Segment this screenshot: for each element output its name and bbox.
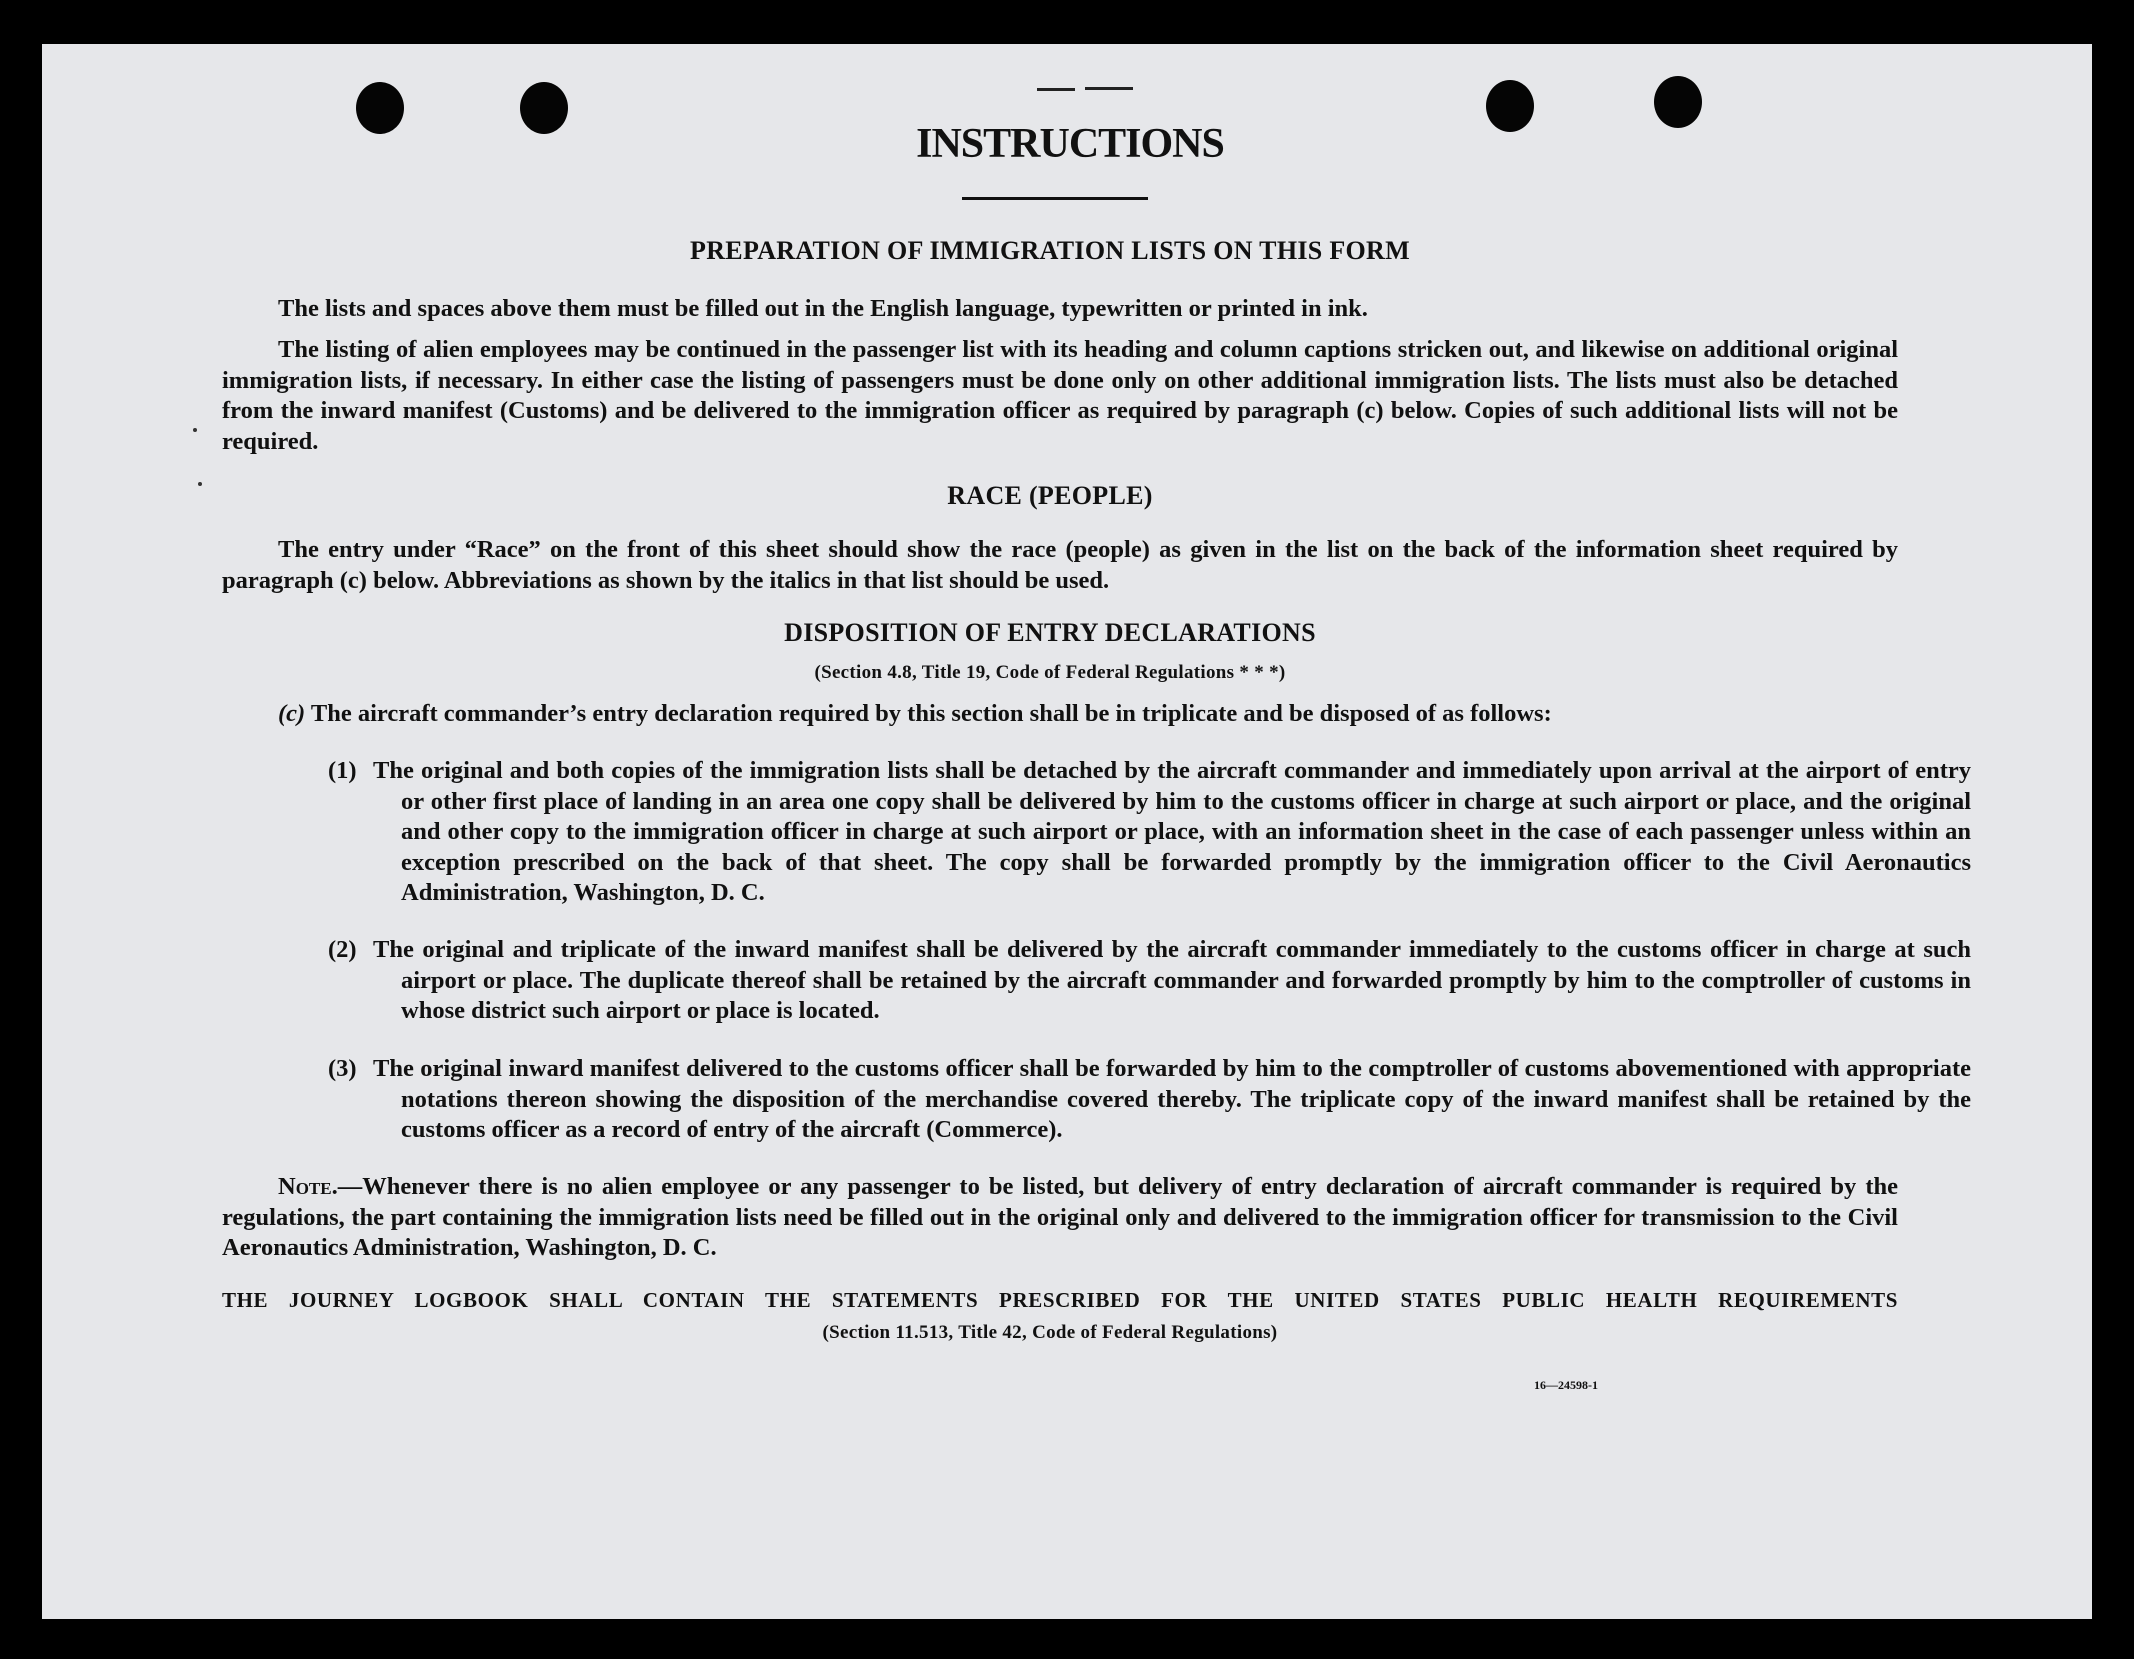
item-number: (3) xyxy=(328,1055,357,1082)
paragraph-c-text: The aircraft commander’s entry declaration required by this section shall be in triplicate and be disposed of as follows: xyxy=(310,700,1552,727)
paragraph-c-label: (c) xyxy=(278,700,306,727)
note-text: —Whenever there is no alien employee or any passenger to be listed, but delivery of entry declaration of aircraft commander is required by the regulations, the part containing the immigration lists need be filled out in the original only and delivered to the immigration officer for transmission to the Civil Aeronautics Administration, Washington, D. C. xyxy=(222,1173,1898,1261)
list-item xyxy=(328,935,1971,1027)
item-number: (2) xyxy=(328,936,357,963)
list-item xyxy=(328,1054,1971,1146)
item-number: (1) xyxy=(328,757,357,784)
page-title: INSTRUCTIONS xyxy=(916,121,1224,167)
public-health-citation: (Section 11.513, Title 42, Code of Federal Regulations) xyxy=(822,1322,1278,1343)
note-paragraph xyxy=(222,1172,1898,1264)
note-label: Note. xyxy=(278,1173,338,1200)
scan-mark xyxy=(1037,88,1075,91)
paragraph-c-intro xyxy=(278,699,1898,730)
form-code: 16—24598-1 xyxy=(1534,1378,1598,1392)
section-heading-disposition: DISPOSITION OF ENTRY DECLARATIONS xyxy=(784,618,1316,647)
punch-hole-1 xyxy=(356,82,404,134)
section-heading-race: RACE (PEOPLE) xyxy=(947,481,1153,510)
scan-speck xyxy=(193,428,197,432)
paragraph-alien-employees: The listing of alien employees may be continued in the passenger list with its heading and column captions stricken out, and likewise on additional original immigration lists, if necessary. In either case the listing of passengers must be done only on other additional immigration lists. The lists must also be detached from the inward manifest (Customs) and be delivered to the immigration officer as required by paragraph (c) below. Copies of such additional lists will not be required. xyxy=(222,336,1898,455)
title-underline xyxy=(962,197,1148,200)
item-text: The original and both copies of the immigration lists shall be detached by the aircraft commander and immediately upon arrival at the airport of entry or other first place of landing in an area one copy shall be delivered by him to the customs officer in charge at such airport or place, and the original and other copy to the immigration officer in charge at such airport or place, with an information sheet in the case of each passenger unless within an exception prescribed on the back of that sheet. The copy shall be forwarded promptly by the immigration officer to the Civil Aeronautics Administration, Washington, D. C. xyxy=(373,757,1971,906)
paragraph-language: The lists and spaces above them must be filled out in the English language, typewritten or printed in ink. xyxy=(278,295,1368,322)
item-text: The original and triplicate of the inward manifest shall be delivered by the aircraft commander immediately to the customs officer in charge at such airport or place. The duplicate thereof shall be retained by the aircraft commander and forwarded promptly by him to the comptroller of customs in whose district such airport or place is located. xyxy=(373,936,1971,1024)
scan-mark xyxy=(1085,87,1133,90)
disposition-citation: (Section 4.8, Title 19, Code of Federal Regulations * * *) xyxy=(814,662,1286,683)
punch-hole-3 xyxy=(1486,80,1534,132)
list-item xyxy=(328,756,1971,909)
section-heading-preparation: PREPARATION OF IMMIGRATION LISTS ON THIS FORM xyxy=(690,236,1410,265)
public-health-statement: THE JOURNEY LOGBOOK SHALL CONTAIN THE STATEMENTS PRESCRIBED FOR THE UNITED STATES PUBLIC HEALTH REQUIREMENTS xyxy=(222,1288,1898,1312)
punch-hole-4 xyxy=(1654,76,1702,128)
item-text: The original inward manifest delivered to the customs officer shall be forwarded by him to the comptroller of customs abovementioned with appropriate notations thereon showing the disposition of the merchandise covered thereby. The triplicate copy of the inward manifest shall be retained by the customs officer as a record of entry of the aircraft (Commerce). xyxy=(373,1055,1971,1143)
punch-hole-2 xyxy=(520,82,568,134)
paragraph-race: The entry under “Race” on the front of this sheet should show the race (people) as given in the list on the back of the information sheet required by paragraph (c) below. Abbreviations as shown by the italics in that list should be used. xyxy=(222,536,1898,594)
